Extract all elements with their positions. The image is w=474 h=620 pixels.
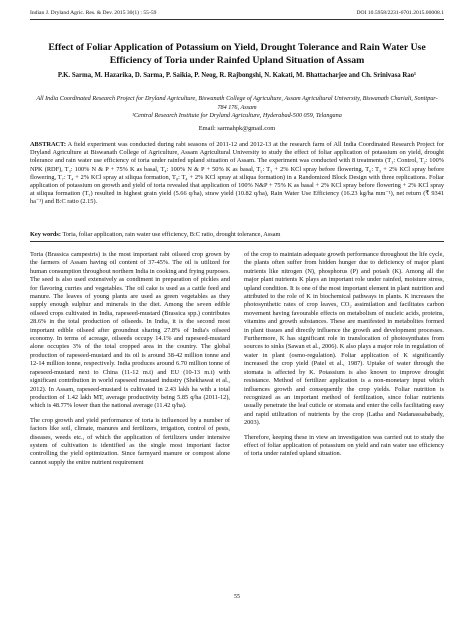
paper-title: Effect of Foliar Application of Potassium on Yield, Drought Tolerance and Rain Water Use Efficiency of Toria under Rainfed Upland Situation of Assam xyxy=(48,42,426,67)
header-rule xyxy=(30,19,444,20)
keywords-text: Toria, foliar application, rain water use efficiency, B:C ratio, drought tolerance, Assam xyxy=(62,231,281,238)
keywords-rule xyxy=(30,241,444,242)
body-column-right xyxy=(244,251,444,465)
affiliations xyxy=(36,95,438,121)
running-head xyxy=(30,10,444,16)
journal-citation: Indian J. Dryland Agric. Res. & Dev. 2015 30(1) : 55-59 xyxy=(30,10,157,16)
abstract xyxy=(30,141,444,207)
keywords xyxy=(30,231,444,238)
doi: DOI 10.5958/2231-6701.2015.00008.1 xyxy=(356,10,444,16)
body-paragraph: Therefore, keeping these in view an investigation was carried out to study the effect of foliar application of potassium on yield and rain water use efficiency of toria under rainfed upland situation. xyxy=(244,433,444,458)
body-paragraph: Toria (Brassica campestris) is the most important rabi oilseed crop grown by the farmers of Assam having oil content of 37-45%. The oil is utilized for human consumption throughout northern India in cooking and frying purposes. The seed is also used extensively as condiment in preparation of pickles and for flavoring curries and vegetables. The oil cake is used as a cattle feed and manure. The leaves of young plants are used as green vegetables as they supply enough sulphur and minerals in the diet. Among the seven edible oilseed crops cultivated in India, rapeseed-mustard (Brassica spp.) contributes 28.6% in the total production of oilseeds. In India, it is the second most important edible oilseed after groundnut sharing 27.8% of India's oilseed economy. In terms of acreage, oilseeds occupy 14.1% and rapeseed-mustard alone occupies 3% of the total cropped area in the country. The global production of rapeseed-mustard and its oil is around 38-42 million tonne and 12-14 million tonne, respectively. India produces around 6.70 million tonne of rapeseed-mustard next to China (11-12 m.t) and EU (10-13 m.t) with significant contribution in world rapeseed mustard industry (Shekhawat et al., 2012). In Assam, rapeseed-mustard is cultivated in 2.43 lakh ha with a total production of 1.42 lakh MT, average productivity being 5.85 q/ha (2011-12), which is 48.77% lower than the national average (11.42 q/ha). xyxy=(30,251,230,410)
body-paragraph: of the crop to maintain adequate growth performance throughout the life cycle, the plants often suffer from hidden hunger due to deficiency of major plant nutrients like nitrogen (N), phosphorus (P) and potash (K). Among all the major plant nutrients K plays an important role under rainfed, moisture stress, upland condition. It is one of the most important element in plant nutrition and attributed to the role of K in biochemical pathways in plants. K increases the photosynthetic rates of crop leaves, CO₂ assimilation and facilitates carbon movement having favourable effects on metabolism of nucleic acids, proteins, vitamins and growth substances. These are manifested in metabolites formed in plant tissues and directly influence the growth and development processes. Furthermore, K has significant role in translocation of photosynthates from sources to sinks (Sawan et al., 2006). K also plays a major role in regulation of water in plant (osmo-regulation). Foliar application of K significantly increased the crop yield (Patel et al., 1987). Uptake of water through the stomata is affected by K. Potassium is also known to improve drought resistance. Method of fertilizer application is a non-monetary input which influences growth and consequently the crop yields. Foliar nutrition is recognized as an important method of fertilization, since foliar nutrients usually penetrate the leaf cuticle or stomata and enter the cells facilitating easy and rapid utilization of nutrients by the crop (Latha and Nadanassababady, 2003). xyxy=(244,251,444,427)
corresponding-email[interactable]: Email: sarmahpk@gmail.com xyxy=(198,125,276,132)
author-list: P.K. Sarma, M. Hazarika, D. Sarma, P. Saikia, P. Neog, R. Rajbongshi, N. Kakati, M. Bhattacharjee and Ch. Srinivasa Rao¹ xyxy=(57,72,417,79)
abstract-label: ABSTRACT: xyxy=(30,141,66,148)
affiliation-primary: All India Coordinated Research Project for Dryland Agriculture, Biswanath College of Agriculture, Assam Agricultural University, Biswanath Chariali, Sonitpur-784 176, Assam xyxy=(36,95,438,111)
page-number: 55 xyxy=(234,594,240,600)
affiliation-secondary: ¹Central Research Institute for Dryland Agriculture, Hyderabad-500 059, Telangana xyxy=(132,112,342,120)
body-column-left xyxy=(30,251,230,473)
abstract-text: A field experiment was conducted during rabi seasons of 2011-12 and 2012-13 at the research farm of All India Coordinated Research Project for Dryland Agriculture at Biswanath College of Agriculture, Assam Agricultural University to study the effect of foliar application of potassium on yield, drought tolerance and rain water use efficiency of toria under rainfed upland situation of Assam. The experiment was conducted with 8 treatments (T₁: Control, T₂: 100% NPK (RDF), T₃: 100% N & P + 75% K as basal, T₄: 100% N & P + 50% K as basal, T₅: T₃ + 2% KCl spray before flowering, T₆: T₃ + 2% KCl spray before flowering, T₇: T₄ + 2% KCl spray at siliqua formation, T₈: T₄ + 2% KCl spray at siliqua formation) in a Randomized Block Design with three replications. Foliar application of potassium on growth and yield of toria revealed that application of 100% N&P + 75% K as basal + 2% KCl spray before flowering + 2% KCl spray at siliqua formation (T₇) resulted in highest grain yield (5.66 q/ha), straw yield (10.82 q/ha), Rain Water Use Efficiency (16.23 kg/ha mm⁻¹), net return (₹ 9341 ha⁻¹) and B:C ratio (2.15). xyxy=(30,141,444,206)
body-paragraph: The crop growth and yield performance of toria is influenced by a number of factors like soil, climate, manures and fertilizers, irrigation, control of pests, diseases, weeds etc., of which the application of fertilizers under intensive system of cultivation is identified as the single most important factor controlling the yield optimization. Since farmyard manure or compost alone cannot supply the entire nutrient requirement xyxy=(30,416,230,466)
keywords-label: Key words: xyxy=(30,231,61,238)
